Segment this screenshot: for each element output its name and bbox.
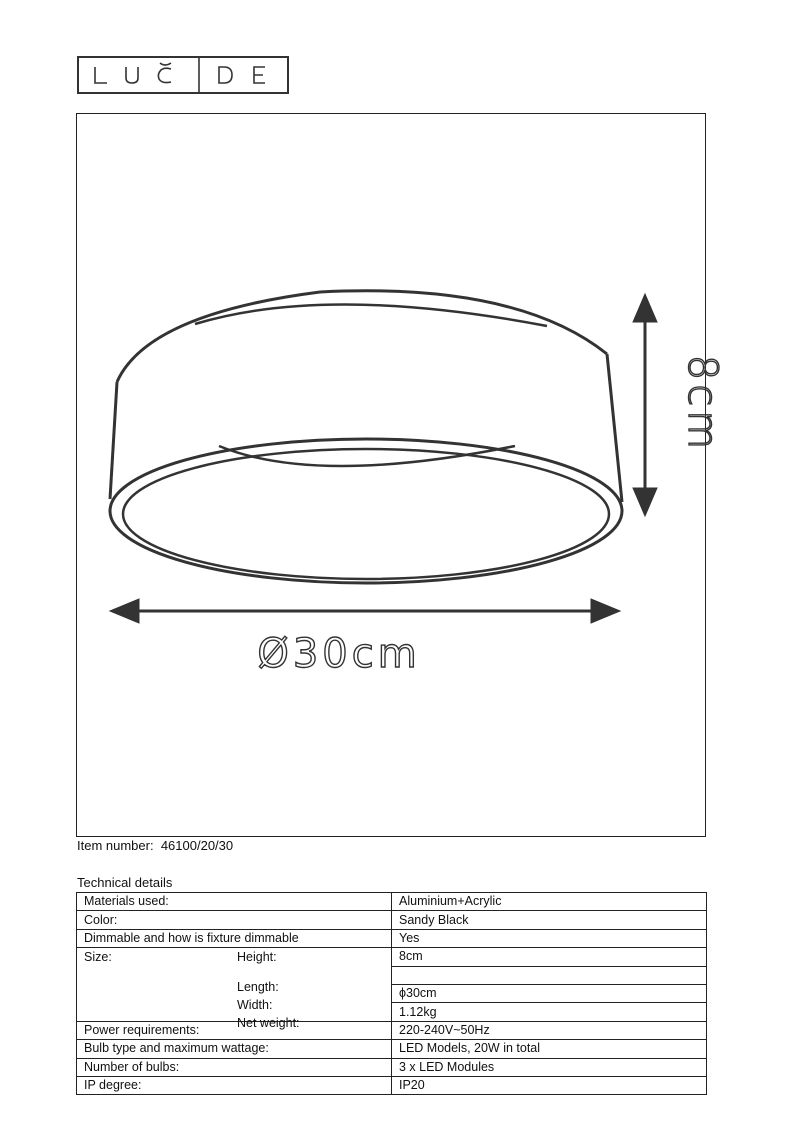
spec-value: ϕ30cm — [392, 984, 707, 1002]
spec-sublabel: Length: — [237, 979, 279, 994]
spec-label: Materials used: — [77, 893, 392, 911]
diameter-dimension-label: Ø30cm — [257, 631, 421, 677]
ceiling-lamp-drawing — [77, 114, 725, 838]
spec-value: Aluminium+Acrylic — [392, 893, 707, 911]
table-row — [77, 911, 707, 929]
table-row — [77, 966, 707, 984]
item-number-label: Item number: — [77, 838, 154, 853]
table-row — [77, 929, 707, 947]
spec-sublabel: Width: — [237, 998, 273, 1013]
technical-details-title: Technical details — [77, 875, 173, 890]
brand-logo — [77, 56, 289, 94]
spec-label: Bulb type and maximum wattage: — [77, 1040, 392, 1058]
spec-label: Dimmable and how is fixture dimmable — [77, 929, 392, 947]
table-row — [77, 893, 707, 911]
spec-sublabel: Height: — [237, 949, 277, 964]
spec-value — [392, 966, 707, 984]
spec-label — [77, 966, 392, 994]
spec-label: Power requirements: — [77, 1021, 392, 1039]
spec-label: Number of bulbs: — [77, 1058, 392, 1076]
lucide-logo-mark — [79, 58, 287, 92]
table-row — [77, 1021, 707, 1039]
spec-label — [77, 984, 392, 1013]
technical-details-table — [76, 892, 707, 1095]
spec-value: Yes — [392, 929, 707, 947]
table-row — [77, 1076, 707, 1094]
table-row — [77, 948, 707, 966]
spec-value: 1.12kg — [392, 1003, 707, 1021]
spec-value: Sandy Black — [392, 911, 707, 929]
spec-label — [77, 948, 392, 966]
spec-sublabel: Net weight: — [237, 1016, 300, 1031]
spec-value: 3 x LED Modules — [392, 1058, 707, 1076]
table-row — [77, 984, 707, 1002]
spec-value: IP20 — [392, 1076, 707, 1094]
item-number-line — [77, 838, 233, 853]
spec-label: IP degree: — [77, 1076, 392, 1094]
spec-value: LED Models, 20W in total — [392, 1040, 707, 1058]
item-number-value: 46100/20/30 — [160, 838, 234, 853]
table-row — [77, 1003, 707, 1021]
table-row — [77, 1058, 707, 1076]
spec-value: 8cm — [392, 948, 707, 966]
spec-value: 220-240V~50Hz — [392, 1021, 707, 1039]
spec-label-main: Size: — [84, 949, 112, 964]
product-drawing-frame — [76, 113, 725, 837]
height-dimension-label: 8cm — [679, 354, 725, 454]
table-row — [77, 1040, 707, 1058]
spec-label: Color: — [77, 911, 392, 929]
